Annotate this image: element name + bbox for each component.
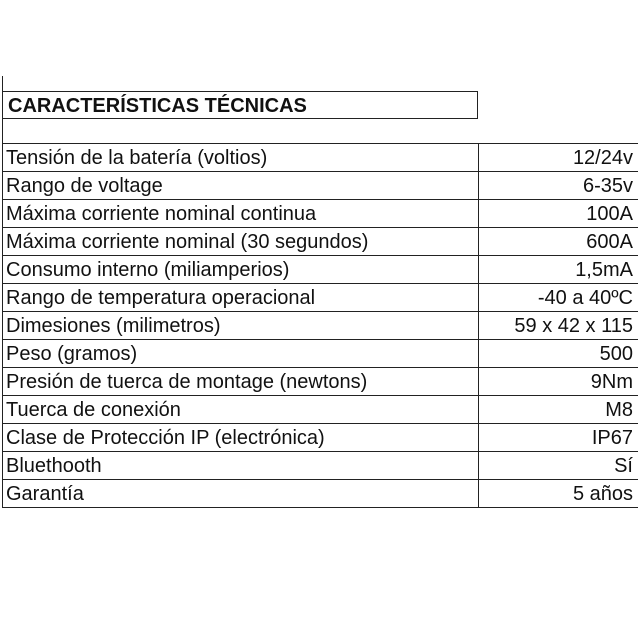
column-divider (478, 396, 479, 423)
spec-value: 600A (586, 231, 633, 253)
column-divider (478, 228, 479, 255)
spec-value: 1,5mA (575, 259, 633, 281)
spec-value: Sí (614, 455, 633, 477)
table-row (2, 284, 638, 312)
spec-label: Presión de tuerca de montage (newtons) (6, 371, 368, 393)
spec-value: IP67 (591, 427, 633, 449)
column-divider (478, 368, 479, 395)
table-row (2, 228, 638, 256)
spec-label: Máxima corriente nominal (30 segundos) (6, 231, 369, 253)
column-divider (478, 172, 479, 199)
spec-value: 5 años (572, 483, 633, 505)
spec-label: Rango de temperatura operacional (6, 287, 316, 309)
spec-label: Bluethooth (6, 455, 102, 477)
spec-label: Dimesiones (milimetros) (6, 315, 221, 337)
specs-table (2, 143, 638, 508)
column-divider (478, 424, 479, 451)
table-row (2, 452, 638, 480)
column-divider (478, 480, 479, 507)
spec-label: Garantía (6, 483, 84, 505)
table-row (2, 172, 638, 200)
column-divider (478, 200, 479, 227)
column-divider (478, 144, 479, 171)
table-row (2, 312, 638, 340)
spec-label: Consumo interno (miliamperios) (6, 259, 290, 281)
column-divider (478, 312, 479, 339)
spec-value: 6-35v (582, 175, 633, 197)
spec-value: -40 a 40ºC (537, 287, 633, 309)
spec-label: Tensión de la batería (voltios) (6, 147, 268, 169)
table-row (2, 340, 638, 368)
column-divider (478, 340, 479, 367)
table-row (2, 200, 638, 228)
spec-label: Clase de Protección IP (electrónica) (6, 427, 325, 449)
spec-label: Peso (gramos) (6, 343, 138, 365)
table-row (2, 144, 638, 172)
column-divider (478, 256, 479, 283)
spec-value: 100A (586, 203, 633, 225)
column-divider (478, 284, 479, 311)
spec-label: Tuerca de conexión (6, 399, 181, 421)
table-row (2, 368, 638, 396)
column-divider (478, 452, 479, 479)
title-cell (2, 91, 478, 119)
spec-value: 59 x 42 x 115 (514, 315, 633, 337)
page-title: CARACTERÍSTICAS TÉCNICAS (8, 95, 307, 117)
spec-value: 500 (599, 343, 633, 365)
table-row (2, 480, 638, 508)
spec-value: 12/24v (572, 147, 633, 169)
spec-value: 9Nm (590, 371, 633, 393)
table-row (2, 256, 638, 284)
spec-value: M8 (605, 399, 633, 421)
spec-label: Máxima corriente nominal continua (6, 203, 317, 225)
table-row (2, 396, 638, 424)
spec-label: Rango de voltage (6, 175, 163, 197)
table-row (2, 424, 638, 452)
